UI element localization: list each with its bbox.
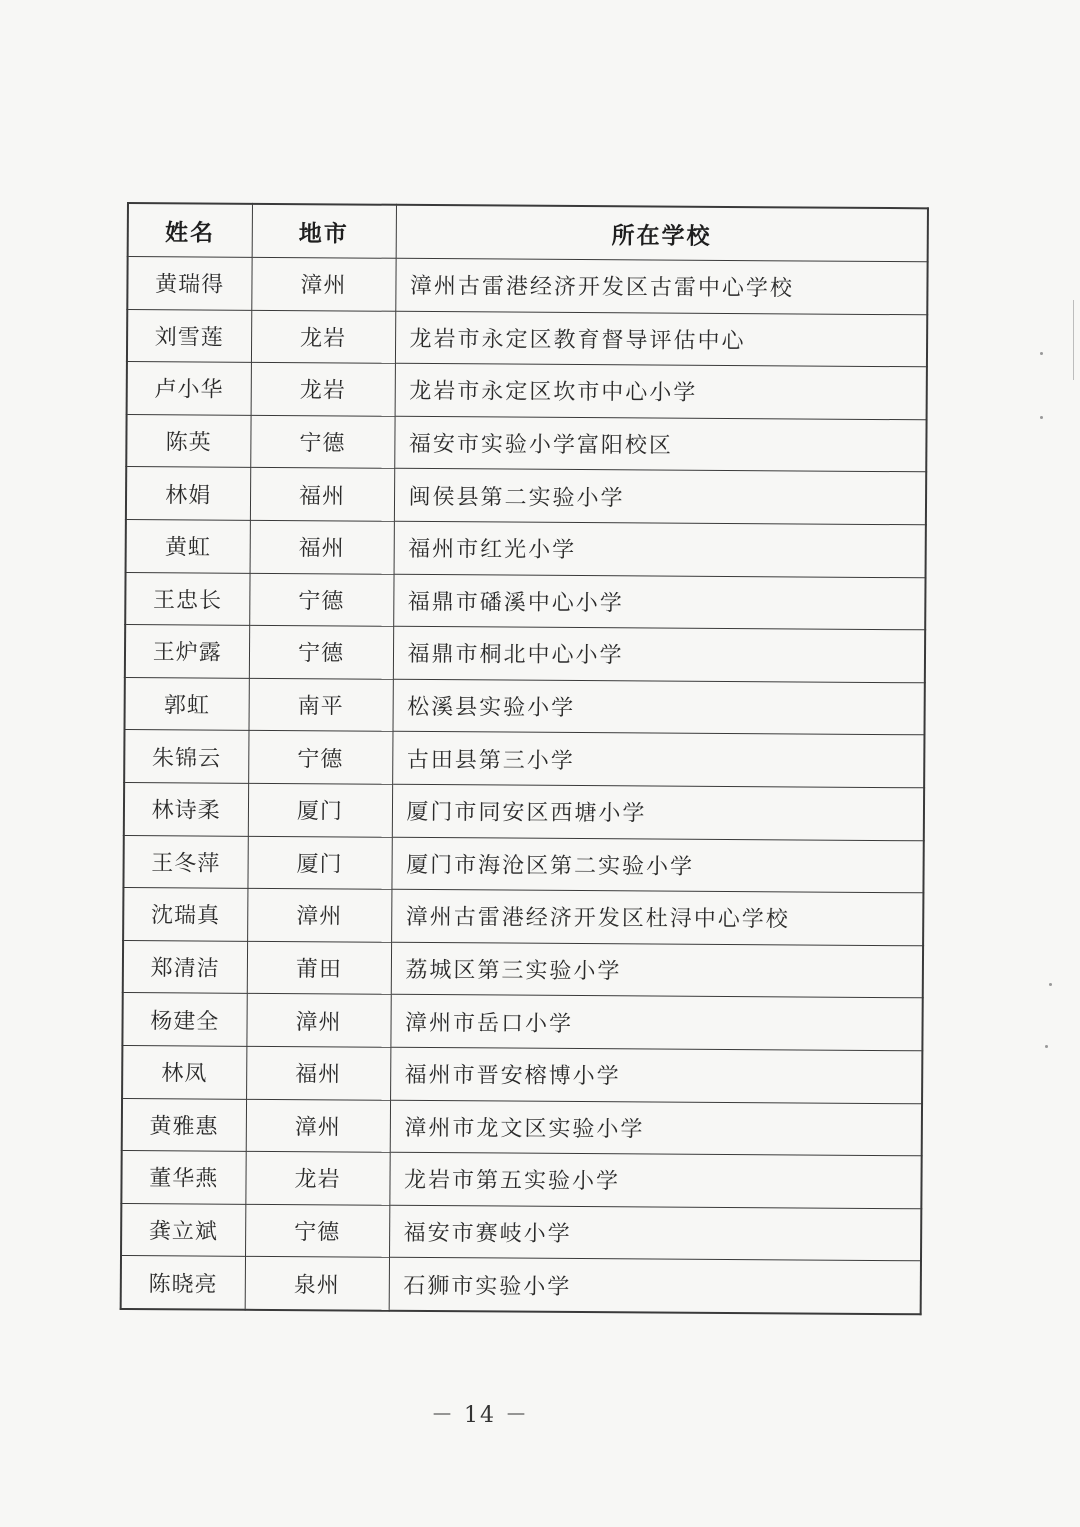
cell-school: 厦门市同安区西塘小学: [392, 784, 924, 840]
cell-name: 朱锦云: [124, 730, 248, 783]
cell-school: 荔城区第三实验小学: [391, 942, 923, 998]
cell-school: 石狮市实验小学: [389, 1258, 921, 1315]
cell-name: 黄雅惠: [122, 1098, 246, 1151]
table-row: [124, 677, 924, 735]
table-row: [125, 625, 925, 683]
cell-name: 董华燕: [121, 1151, 245, 1204]
table-row: [125, 572, 925, 630]
cell-name: 郭虹: [124, 677, 248, 730]
cell-school: 福州市晋安榕博小学: [390, 1047, 922, 1103]
page-number: － 14 －: [431, 1403, 529, 1428]
header-name: 姓名: [128, 203, 252, 257]
cell-city: 福州: [246, 1046, 390, 1100]
cell-school: 漳州市龙文区实验小学: [390, 1100, 922, 1156]
cell-school: 龙岩市永定区坎市中心小学: [395, 363, 927, 419]
cell-school: 龙岩市永定区教育督导评估中心: [395, 311, 927, 367]
cell-name: 陈英: [126, 414, 250, 467]
cell-city: 漳州: [251, 257, 395, 311]
cell-city: 泉州: [245, 1257, 389, 1311]
table-row: [121, 1151, 921, 1209]
cell-city: 龙岩: [245, 1151, 389, 1205]
table-row: [123, 940, 923, 998]
staff-table-wrapper: [120, 202, 927, 1315]
cell-school: 漳州市岳口小学: [390, 995, 922, 1051]
scan-speck: [1045, 1045, 1048, 1048]
cell-school: 古田县第三小学: [392, 732, 924, 788]
cell-city: 南平: [248, 678, 392, 732]
cell-city: 漳州: [247, 888, 391, 942]
cell-city: 龙岩: [251, 310, 395, 364]
cell-city: 莆田: [247, 941, 391, 995]
cell-city: 福州: [250, 520, 394, 574]
cell-name: 王炉露: [125, 625, 249, 678]
table-row: [121, 1203, 921, 1261]
cell-school: 松溪县实验小学: [392, 679, 924, 735]
cell-name: 林娟: [126, 467, 250, 520]
cell-city: 宁德: [250, 415, 394, 469]
table-row: [126, 467, 926, 525]
cell-city: 厦门: [247, 836, 391, 890]
cell-city: 福州: [250, 468, 394, 522]
table-row: [124, 730, 924, 788]
cell-school: 福鼎市磻溪中心小学: [393, 574, 925, 630]
cell-city: 龙岩: [251, 363, 395, 417]
cell-name: 刘雪莲: [127, 309, 251, 362]
cell-city: 漳州: [246, 994, 390, 1048]
scan-edge-line: [1073, 300, 1074, 380]
table-row: [124, 782, 924, 840]
cell-name: 王忠长: [125, 572, 249, 625]
staff-table: [120, 202, 929, 1315]
cell-city: 宁德: [245, 1204, 389, 1258]
table-row: [122, 1045, 922, 1103]
table-row: [127, 257, 927, 315]
cell-school: 福州市红光小学: [394, 521, 926, 577]
table-row: [122, 993, 922, 1051]
cell-school: 漳州古雷港经济开发区古雷中心学校: [395, 258, 927, 314]
table-header-row: [128, 203, 928, 262]
cell-name: 王冬萍: [123, 835, 247, 888]
table-row: [123, 888, 923, 946]
scan-speck: [1040, 416, 1043, 419]
table-row: [126, 414, 926, 472]
cell-school: 福鼎市桐北中心小学: [393, 626, 925, 682]
cell-city: 厦门: [248, 783, 392, 837]
table-row: [126, 519, 926, 577]
cell-school: 漳州古雷港经济开发区杜浔中心学校: [391, 889, 923, 945]
cell-school: 福安市赛岐小学: [389, 1205, 921, 1261]
table-row: [122, 1098, 922, 1156]
cell-name: 陈晓亮: [121, 1256, 245, 1310]
cell-name: 林凤: [122, 1045, 246, 1098]
table-row: [123, 835, 923, 893]
cell-city: 宁德: [249, 625, 393, 679]
cell-name: 龚立斌: [121, 1203, 245, 1256]
scan-speck: [1049, 983, 1052, 986]
cell-name: 林诗柔: [124, 782, 248, 835]
header-school: 所在学校: [396, 205, 928, 262]
table-row: [121, 1256, 921, 1314]
cell-school: 龙岩市第五实验小学: [389, 1152, 921, 1208]
cell-name: 杨建全: [122, 993, 246, 1046]
cell-name: 卢小华: [127, 362, 251, 415]
cell-school: 厦门市海沧区第二实验小学: [391, 837, 923, 893]
cell-city: 宁德: [248, 731, 392, 785]
cell-school: 福安市实验小学富阳校区: [394, 416, 926, 472]
table-body: [121, 257, 928, 1315]
cell-city: 漳州: [246, 1099, 390, 1153]
table-row: [127, 362, 927, 420]
cell-city: 宁德: [249, 573, 393, 627]
cell-name: 黄虹: [126, 519, 250, 572]
cell-name: 郑清洁: [123, 940, 247, 993]
scan-speck: [1040, 352, 1043, 355]
table-row: [127, 309, 927, 367]
cell-name: 黄瑞得: [127, 257, 251, 310]
header-city: 地市: [252, 204, 396, 258]
cell-name: 沈瑞真: [123, 888, 247, 941]
cell-school: 闽侯县第二实验小学: [394, 469, 926, 525]
